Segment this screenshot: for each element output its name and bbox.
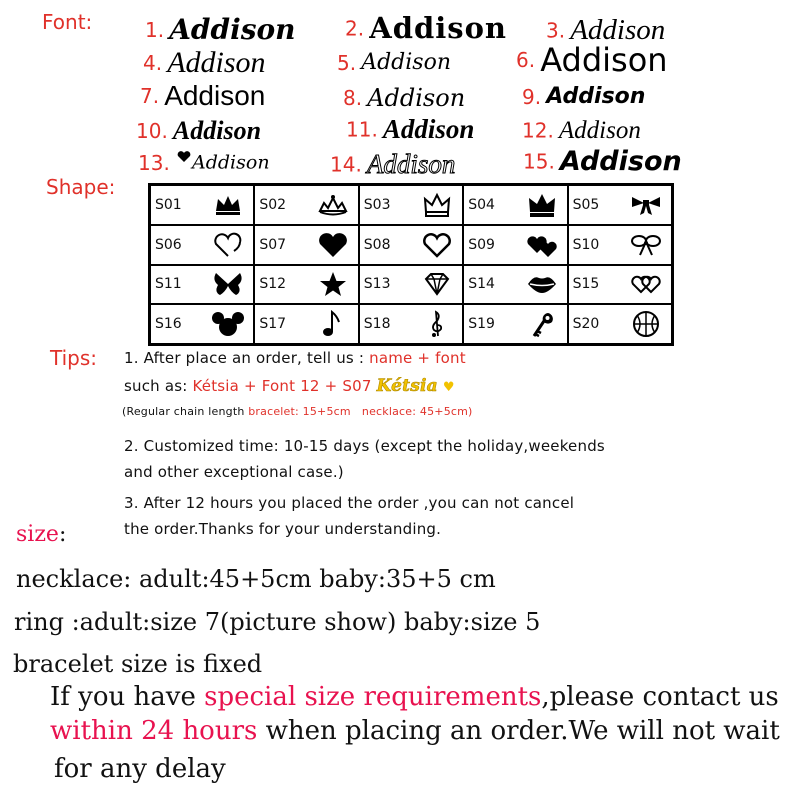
tip-example bbox=[124, 376, 455, 396]
shape-cell-s13 bbox=[359, 265, 463, 305]
tiara-icon bbox=[314, 189, 352, 221]
heart-icon bbox=[314, 229, 352, 261]
font-option-1 bbox=[145, 13, 296, 46]
bracelet-size: bracelet size is fixed bbox=[13, 650, 263, 678]
shape-cell-s03 bbox=[359, 185, 463, 225]
size-note-line-1 bbox=[50, 682, 779, 712]
font-number: 14. bbox=[330, 152, 362, 177]
shape-cell-s14 bbox=[463, 265, 567, 305]
shape-code: S15 bbox=[572, 276, 600, 293]
bracelet-length: bracelet: 15+5cm bbox=[248, 405, 351, 418]
ring-size: ring :adult:size 7(picture show) baby:size 5 bbox=[14, 608, 541, 636]
font-sample: Addison bbox=[172, 116, 262, 145]
shape-code: S20 bbox=[572, 316, 600, 333]
shape-cell-s20 bbox=[568, 304, 672, 344]
example-name-logo: Kétsia bbox=[376, 376, 438, 396]
font-option-14 bbox=[330, 151, 455, 178]
font-sample: Addison bbox=[167, 46, 266, 79]
note-text: If you have bbox=[50, 682, 196, 712]
shape-cell-s17 bbox=[254, 304, 358, 344]
shape-code: S05 bbox=[572, 196, 600, 213]
lips-icon bbox=[523, 268, 561, 300]
shape-code: S08 bbox=[363, 236, 391, 253]
tip-step-2-cont: and other exceptional case.) bbox=[124, 463, 344, 481]
font-number: 8. bbox=[343, 86, 363, 110]
shape-cell-s05 bbox=[568, 185, 672, 225]
music-note-icon bbox=[314, 308, 352, 340]
shape-cell-s02 bbox=[254, 185, 358, 225]
tip-step-3-cont: the order.Thanks for your understanding. bbox=[124, 520, 442, 538]
heart-icon bbox=[175, 157, 187, 169]
tip-text: 1. After place an order, tell us : bbox=[124, 349, 365, 367]
shape-grid bbox=[148, 183, 674, 346]
linked-hearts-icon bbox=[627, 268, 665, 300]
shape-code: S07 bbox=[259, 236, 287, 253]
note-text: ,please contact us bbox=[541, 682, 779, 712]
font-option-8 bbox=[343, 86, 465, 110]
tip-text: (Regular chain length bbox=[122, 405, 245, 418]
tip-step-3: 3. After 12 hours you placed the order ,you can not cancel bbox=[124, 494, 575, 512]
shape-code: S11 bbox=[155, 276, 182, 293]
shape-code: S04 bbox=[468, 196, 495, 213]
font-number: 9. bbox=[522, 85, 542, 109]
key-icon bbox=[523, 308, 561, 340]
size-colon: : bbox=[58, 522, 67, 547]
note-highlight: special size requirements bbox=[204, 682, 542, 712]
bow-icon bbox=[627, 189, 665, 221]
tips-section-label: Tips: bbox=[50, 346, 98, 370]
shape-code: S18 bbox=[363, 316, 391, 333]
shape-code: S12 bbox=[259, 276, 287, 293]
note-text: when placing an order.We will not wait bbox=[265, 716, 780, 746]
font-option-10 bbox=[136, 118, 261, 144]
font-option-6 bbox=[516, 41, 668, 79]
shape-cell-s16 bbox=[150, 304, 254, 344]
font-sample: Addison bbox=[369, 11, 508, 45]
note-highlight: within 24 hours bbox=[50, 716, 258, 746]
shape-code: S13 bbox=[363, 276, 391, 293]
font-sample: Addison bbox=[540, 41, 668, 79]
butterfly-icon bbox=[209, 268, 247, 300]
font-number: 11. bbox=[346, 117, 378, 142]
size-label: size bbox=[16, 522, 59, 547]
shape-code: S16 bbox=[155, 316, 182, 333]
font-sample: Addison bbox=[382, 114, 475, 144]
shape-cell-s06 bbox=[150, 225, 254, 265]
font-sample: Addison bbox=[558, 117, 641, 144]
shape-code: S10 bbox=[572, 236, 600, 253]
shape-cell-s12 bbox=[254, 265, 358, 305]
font-number: 10. bbox=[136, 119, 168, 143]
font-sample: Addison bbox=[366, 149, 456, 179]
font-option-12 bbox=[522, 118, 641, 143]
tip-step-1 bbox=[124, 349, 466, 367]
shape-code: S02 bbox=[259, 196, 287, 213]
shape-section-label: Shape: bbox=[46, 175, 116, 199]
font-sample: Addison bbox=[367, 84, 466, 112]
font-option-4 bbox=[143, 48, 266, 78]
font-sample: Addison bbox=[361, 50, 451, 75]
diamond-icon bbox=[418, 268, 456, 300]
shape-cell-s10 bbox=[568, 225, 672, 265]
tip-example-value: Kétsia + Font 12 + S07 bbox=[192, 377, 372, 395]
font-sample: Addison bbox=[169, 13, 296, 46]
shape-cell-s18 bbox=[359, 304, 463, 344]
font-option-7 bbox=[140, 82, 265, 110]
font-sample: Addison bbox=[164, 80, 266, 111]
basketball-icon bbox=[627, 308, 665, 340]
font-sample: Addison bbox=[559, 146, 682, 177]
tip-chain-length bbox=[122, 405, 473, 418]
font-option-2 bbox=[345, 11, 508, 45]
size-note-line-3: for any delay bbox=[54, 754, 226, 784]
shape-code: S17 bbox=[259, 316, 287, 333]
shape-code: S06 bbox=[155, 236, 182, 253]
open-heart-icon bbox=[209, 229, 247, 261]
mouse-ears-icon bbox=[209, 308, 247, 340]
shape-cell-s15 bbox=[568, 265, 672, 305]
shape-code: S03 bbox=[363, 196, 391, 213]
font-number: 4. bbox=[143, 51, 163, 75]
font-sample: Addison bbox=[570, 14, 666, 46]
shape-cell-s11 bbox=[150, 265, 254, 305]
star-icon bbox=[314, 268, 352, 300]
necklace-length: necklace: 45+5cm) bbox=[361, 405, 473, 418]
shape-code: S01 bbox=[155, 196, 182, 213]
shape-cell-s01 bbox=[150, 185, 254, 225]
shape-cell-s09 bbox=[463, 225, 567, 265]
shape-code: S14 bbox=[468, 276, 495, 293]
font-option-13 bbox=[138, 153, 270, 173]
font-number: 12. bbox=[522, 118, 554, 143]
outline-crown-icon bbox=[418, 189, 456, 221]
font-number: 5. bbox=[337, 51, 357, 75]
shape-cell-s19 bbox=[463, 304, 567, 344]
font-section-label: Font: bbox=[42, 10, 93, 34]
font-option-9 bbox=[522, 86, 645, 108]
font-number: 7. bbox=[140, 84, 160, 108]
size-section-label bbox=[16, 522, 66, 547]
font-option-15 bbox=[523, 148, 682, 175]
ribbon-bow-icon bbox=[627, 229, 665, 261]
tip-text: such as: bbox=[124, 377, 188, 395]
size-note-line-2 bbox=[50, 716, 780, 746]
shape-code: S09 bbox=[468, 236, 495, 253]
font-number: 6. bbox=[516, 48, 536, 72]
font-number: 2. bbox=[345, 16, 365, 41]
font-number: 13. bbox=[138, 151, 170, 175]
font-sample: Addison bbox=[192, 151, 270, 174]
crown-icon bbox=[523, 189, 561, 221]
font-number: 1. bbox=[145, 18, 165, 42]
font-number: 15. bbox=[523, 149, 555, 174]
font-sample: Addison bbox=[546, 84, 646, 109]
treble-clef-icon bbox=[418, 308, 456, 340]
heart-icon: ♥ bbox=[442, 380, 455, 395]
shape-cell-s08 bbox=[359, 225, 463, 265]
tip-highlight: name + font bbox=[369, 349, 466, 367]
double-heart-icon bbox=[523, 229, 561, 261]
crown-icon bbox=[209, 189, 247, 221]
shape-cell-s07 bbox=[254, 225, 358, 265]
shape-code: S19 bbox=[468, 316, 495, 333]
outline-heart-icon bbox=[418, 229, 456, 261]
font-number: 3. bbox=[546, 18, 566, 43]
tip-step-2: 2. Customized time: 10-15 days (except the holiday,weekends bbox=[124, 437, 605, 455]
font-option-11 bbox=[346, 116, 474, 143]
necklace-size: necklace: adult:45+5cm baby:35+5 cm bbox=[16, 565, 496, 593]
shape-cell-s04 bbox=[463, 185, 567, 225]
font-option-5 bbox=[337, 52, 451, 74]
